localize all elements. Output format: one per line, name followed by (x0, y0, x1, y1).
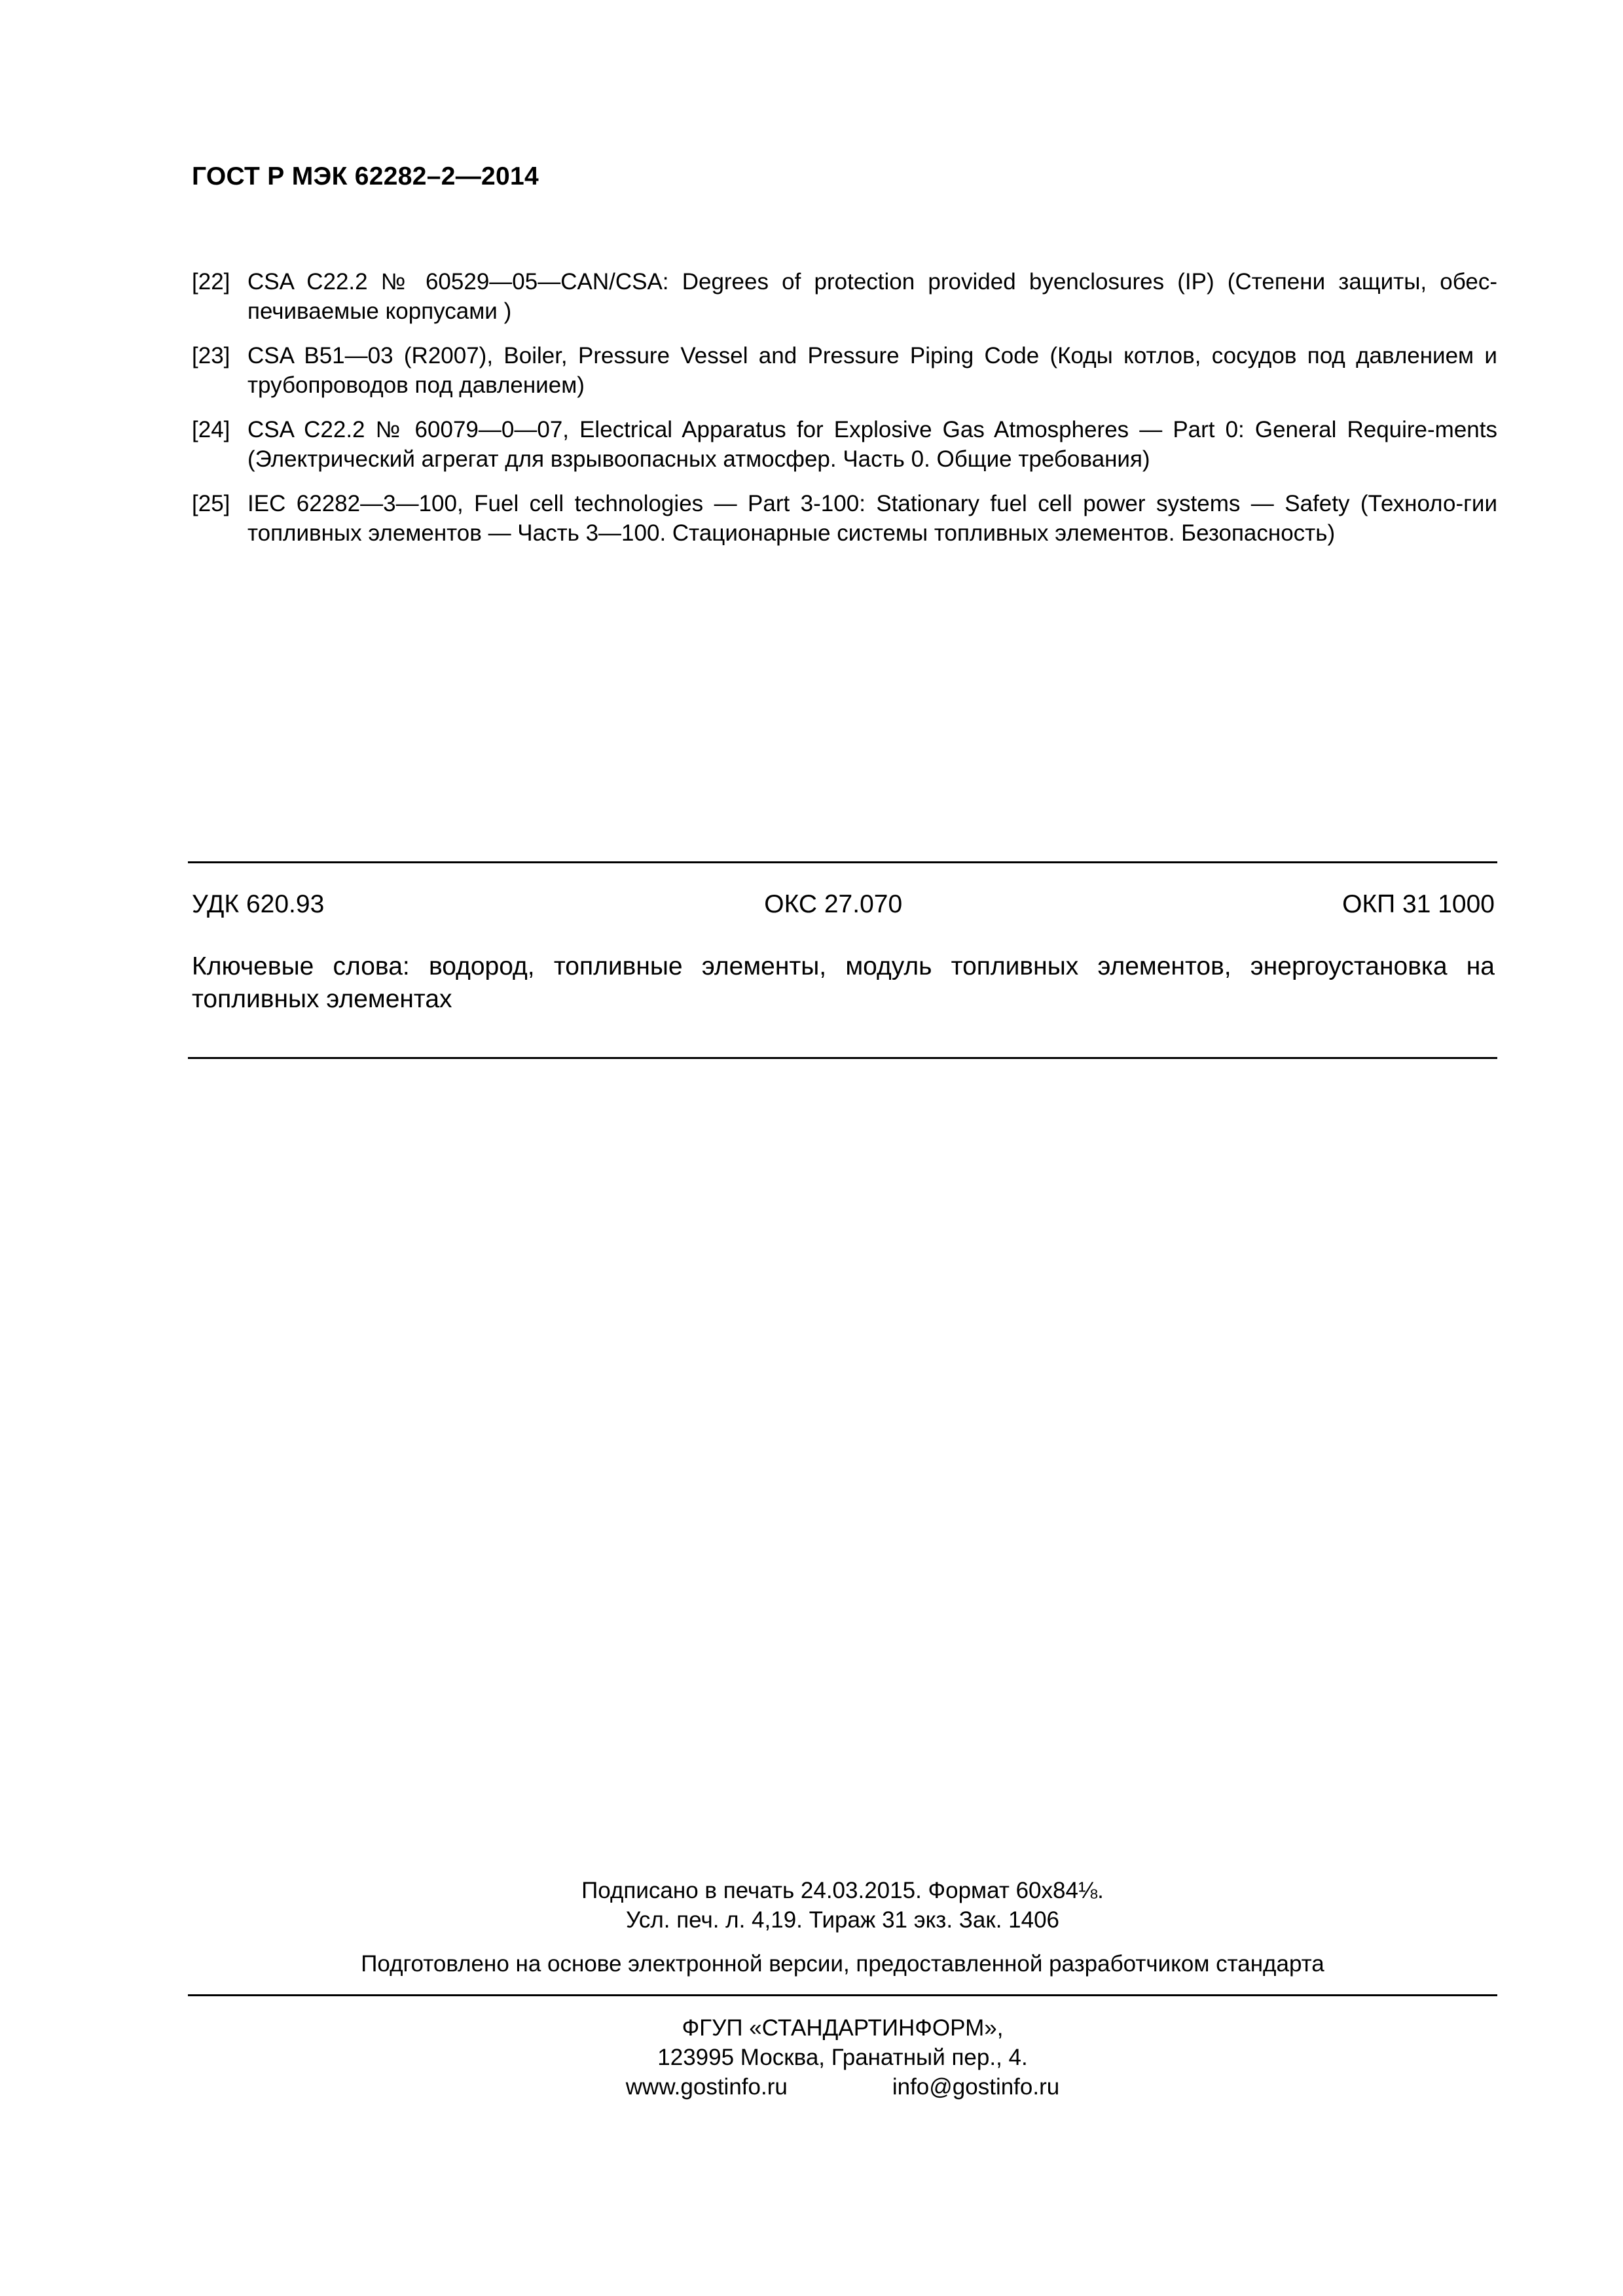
publisher-address: 123995 Москва, Гранатный пер., 4. (657, 2045, 1028, 2070)
divider-bottom (188, 1994, 1497, 1996)
publisher-name: ФГУП «СТАНДАРТИНФОРМ», (682, 2015, 1004, 2041)
divider-middle (188, 1057, 1497, 1059)
udk-code: УДК 620.93 (192, 890, 325, 918)
classification-codes (192, 890, 1495, 919)
email-link[interactable]: info@gostinfo.ru (892, 2074, 1060, 2100)
reference-number: [23] (192, 343, 230, 368)
reference-item (192, 267, 1497, 326)
reference-text: CSA C22.2 № 60529—05—CAN/CSA: Degrees of protection provided byenclosures (IP) (Степени защиты, обес-печиваемые корпусами ) (247, 269, 1497, 324)
imprint-print-info: Усл. печ. л. 4,19. Тираж 31 экз. Зак. 1406 (625, 1907, 1060, 1933)
reference-item (192, 489, 1497, 548)
divider-top (188, 861, 1497, 863)
reference-number: [24] (192, 417, 230, 442)
reference-item (192, 415, 1497, 474)
okp-code: ОКП 31 1000 (1342, 890, 1495, 918)
reference-text: IEC 62282—3—100, Fuel cell technologies — Part 3-100: Stationary fuel cell power systems — Safety (Техноло-гии топливных элементов — Часть 3—100. Стационарные системы топливных элементов. Безопасность) (247, 491, 1497, 546)
document-title: ГОСТ Р МЭК 62282–2—2014 (192, 162, 539, 190)
reference-text: CSA B51—03 (R2007), Boiler, Pressure Vessel and Pressure Piping Code (Коды котлов, сосудов под давлением и трубопроводов под давлением) (247, 343, 1497, 398)
reference-item (192, 341, 1497, 400)
oks-code: ОКС 27.070 (764, 890, 903, 918)
reference-number: [22] (192, 269, 230, 295)
reference-list (192, 267, 1497, 563)
reference-number: [25] (192, 491, 230, 516)
keywords-text: Ключевые слова: водород, топливные элементы, модуль топливных элементов, энергоустановка на топливных элементах (192, 952, 1495, 1013)
publisher-contacts (188, 2072, 1497, 2102)
reference-text: CSA C22.2 № 60079—0—07, Electrical Apparatus for Explosive Gas Atmospheres — Part 0: General Require-ments (Электрический агрегат для взрывоопасных атмосфер. Часть 0. Общие требования) (247, 417, 1497, 472)
imprint-signed: Подписано в печать 24.03.2015. Формат 60x84⅛. (581, 1878, 1104, 1903)
imprint-prepared: Подготовлено на основе электронной версии, предоставленной разработчиком стандарта (361, 1951, 1324, 1977)
website-link[interactable]: www.gostinfo.ru (625, 2074, 788, 2100)
